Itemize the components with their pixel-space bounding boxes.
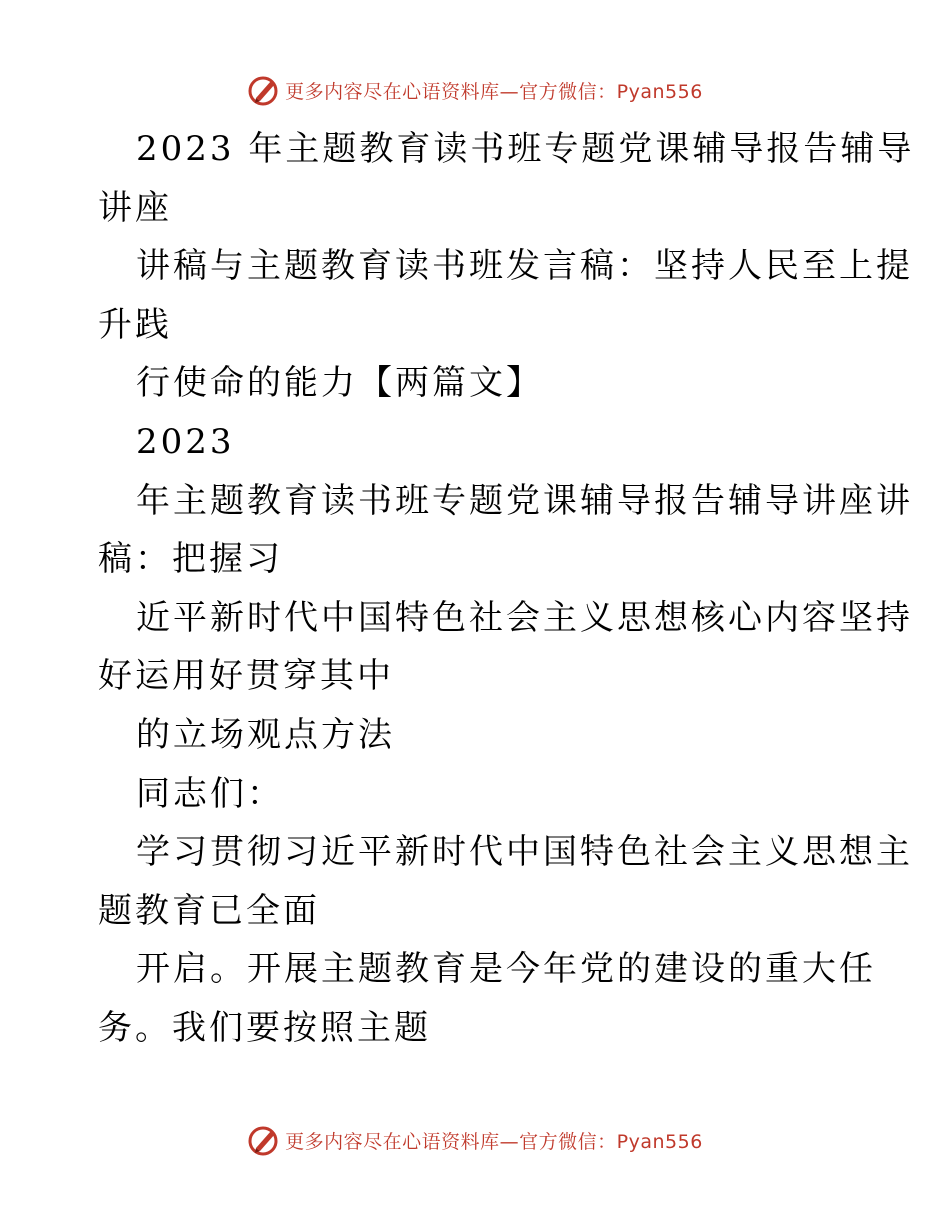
pen-logo-icon: [247, 1123, 281, 1157]
header-banner: [0, 70, 950, 110]
body-line: 开启。开展主题教育是今年党的建设的重大任: [136, 949, 876, 990]
body-line: 同志们：: [136, 773, 284, 814]
body-line: 讲座: [98, 187, 172, 228]
body-line: 升践: [98, 304, 172, 345]
footer-banner-text: 更多内容尽在心语资料库—官方微信：Pyan556: [285, 1130, 703, 1153]
body-line: 的立场观点方法: [136, 714, 395, 755]
footer-banner: [0, 1120, 950, 1160]
body-line: 务。我们要按照主题: [98, 1007, 431, 1048]
body-line: 好运用好贯穿其中: [98, 656, 394, 697]
header-banner-text: 更多内容尽在心语资料库—官方微信：Pyan556: [285, 80, 703, 103]
body-line: 学习贯彻习近平新时代中国特色社会主义思想主: [136, 832, 913, 873]
body-line: 年主题教育读书班专题党课辅导报告辅导讲座讲: [136, 480, 913, 521]
body-line: 2023: [136, 421, 235, 462]
body-line: 题教育已全面: [98, 890, 320, 931]
body-line: 近平新时代中国特色社会主义思想核心内容坚持: [136, 597, 913, 638]
body-line: 讲稿与主题教育读书班发言稿：坚持人民至上提: [136, 246, 913, 287]
body-line: 2023 年主题教育读书班专题党课辅导报告辅导: [136, 129, 915, 169]
body-line: 行使命的能力【两篇文】: [136, 363, 543, 404]
pen-logo-icon: [247, 73, 281, 107]
body-line: 稿：把握习: [98, 539, 283, 580]
document-body: [98, 120, 915, 1058]
